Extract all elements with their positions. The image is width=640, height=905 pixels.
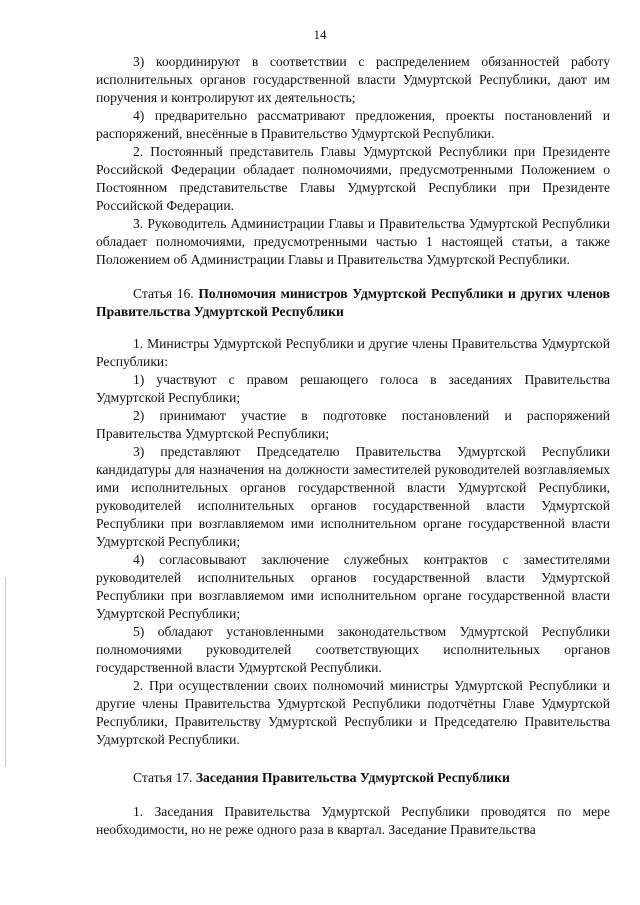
article-16-number: Статья 16.: [133, 286, 199, 301]
page-number: 14: [313, 27, 327, 42]
paragraph: 3. Руководитель Администрации Главы и Правительства Удмуртской Республики обладает полномочиями, предусмотренными частью 1 настоящей статьи, а также Положением об Администрации Главы и Правительства Удмуртской Республики.: [96, 216, 610, 267]
article-17-number: Статья 17.: [133, 770, 196, 785]
paragraph: 2) принимают участие в подготовке постановлений и распоряжений Правительства Удмуртской Республики;: [96, 408, 610, 441]
paragraph: 2. При осуществлении своих полномочий министры Удмуртской Республики и другие члены Правительства Удмуртской Республики подотчётны Главе Удмуртской Республики, Правительству Удмуртской Республики и Председателю Правительства Удмуртской Республики.: [96, 678, 610, 747]
paragraph: 3) представляют Председателю Правительства Удмуртской Республики кандидатуры для назначения на должности заместителей руководителей возглавляемых ими исполнительных органов государственной власти Удмуртской Республики, руководителей исполнительных органов государственной власти Удмуртской Республики при возглавляемом ими исполнительном органе государственной власти Удмуртской Республики;: [96, 444, 610, 549]
paragraph: 2. Постоянный представитель Главы Удмуртской Республики при Президенте Российской Федерации обладает полномочиями, предусмотренными Положением о Постоянном представительстве Главы Удмуртской Республики при Президенте Российской Федерации.: [96, 144, 610, 213]
paragraph: 3) координируют в соответствии с распределением обязанностей работу исполнительных органов государственной власти Удмуртской Республики, дают им поручения и контролируют их деятельность;: [96, 54, 610, 105]
article-17-title: Заседания Правительства Удмуртской Республики: [195, 770, 510, 785]
paragraph: 4) предварительно рассматривают предложения, проекты постановлений и распоряжений, внесённые в Правительство Удмуртской Республики.: [96, 108, 610, 141]
margin-line: [5, 577, 6, 767]
paragraph: 5) обладают установленными законодательством Удмуртской Республики полномочиями руководителей соответствующих исполнительных органов государственной власти Удмуртской Республики.: [96, 624, 610, 675]
article-17-heading: [96, 769, 610, 787]
paragraph: 1. Министры Удмуртской Республики и другие члены Правительства Удмуртской Республики:: [96, 336, 610, 369]
paragraph: 1. Заседания Правительства Удмуртской Республики проводятся по мере необходимости, но не реже одного раза в квартал. Заседание Правительства: [96, 804, 610, 837]
paragraph: 4) согласовывают заключение служебных контрактов с заместителями руководителей исполнительных органов государственной власти Удмуртской Республики при возглавляемом ими исполнительном органе государственной власти Удмуртской Республики;: [96, 552, 610, 621]
article-16-heading: [96, 285, 610, 321]
article-16-title: Полномочия министров Удмуртской Республики и других членов Правительства Удмуртской Республики: [96, 286, 610, 319]
paragraph: 1) участвуют с правом решающего голоса в заседаниях Правительства Удмуртской Республики;: [96, 372, 610, 405]
document-body: [96, 53, 610, 839]
